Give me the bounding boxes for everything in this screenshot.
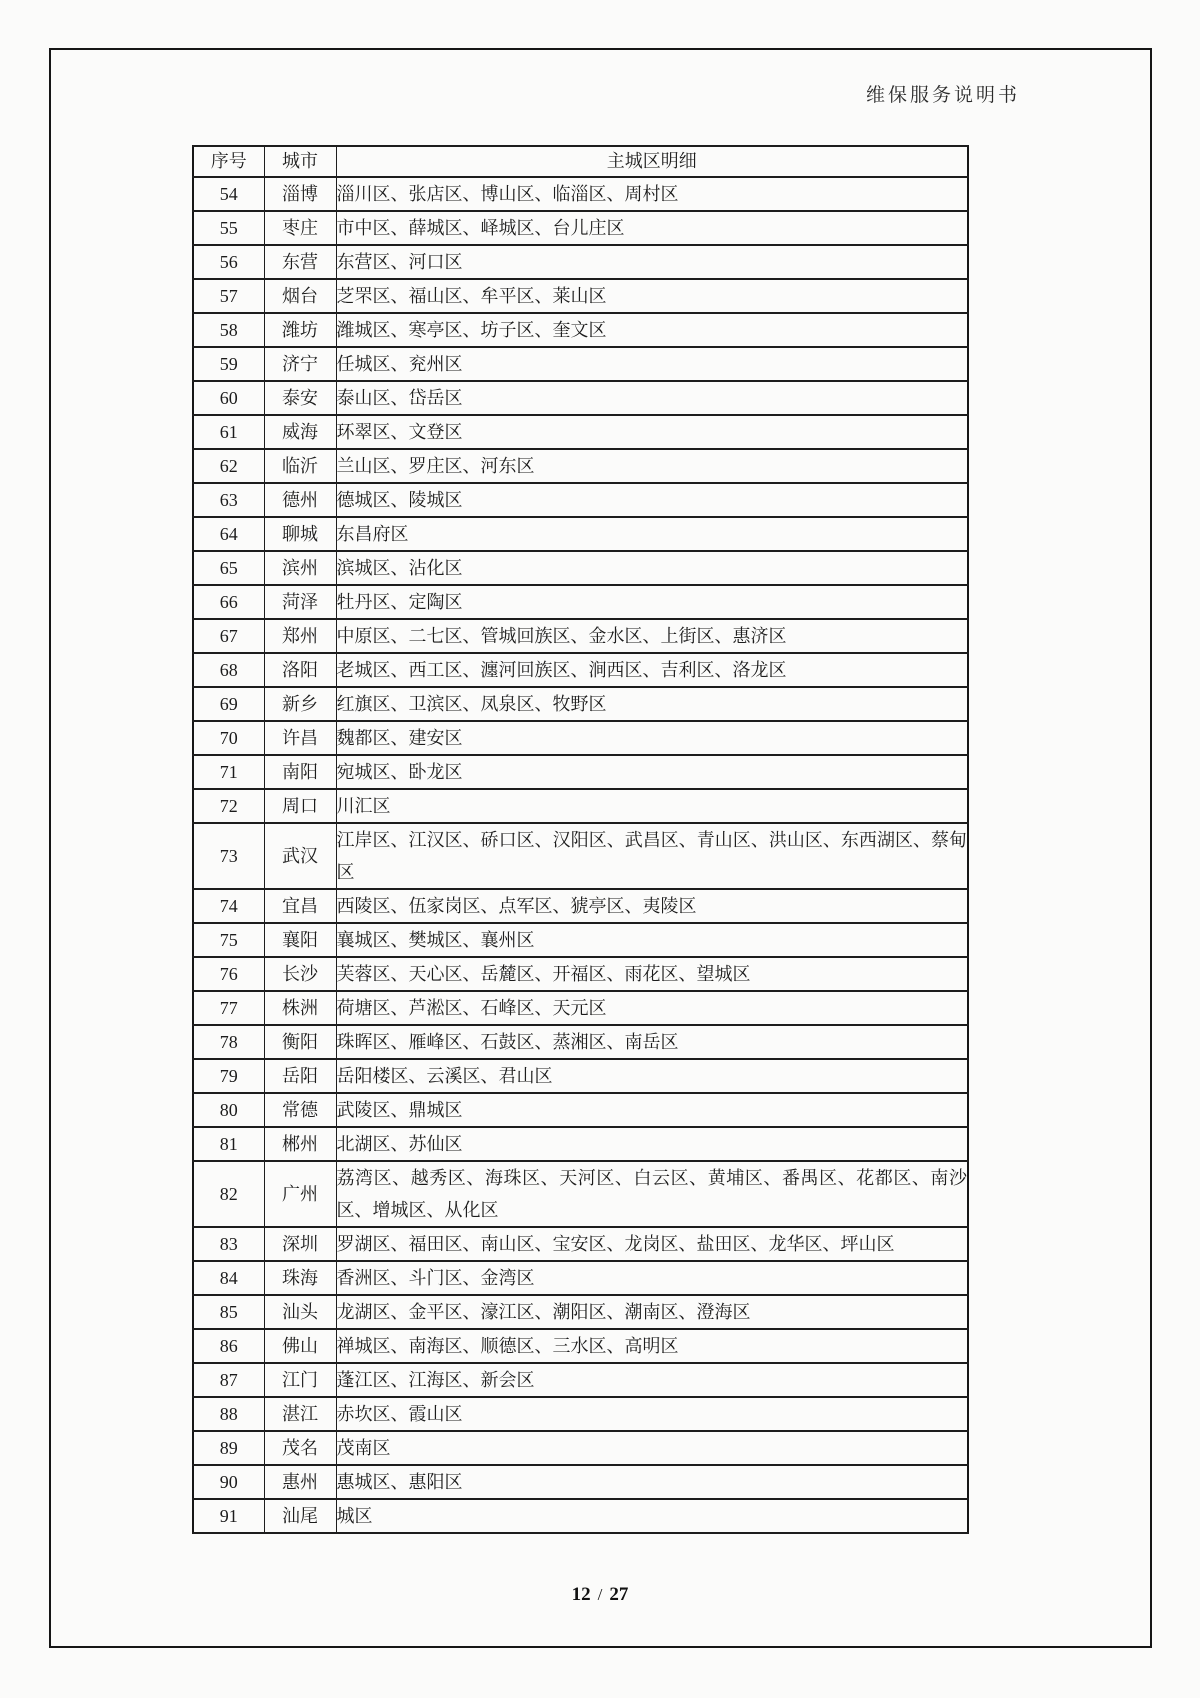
row-number-cell: 75: [193, 923, 264, 957]
row-city-cell: 衡阳: [264, 1025, 336, 1059]
table-header-row: [193, 146, 968, 177]
row-number-cell: 81: [193, 1127, 264, 1161]
table-row: [193, 619, 968, 653]
row-districts-cell: 西陵区、伍家岗区、点军区、猇亭区、夷陵区: [336, 889, 968, 923]
row-city-cell: 新乡: [264, 687, 336, 721]
row-city-cell: 德州: [264, 483, 336, 517]
row-city-cell: 汕头: [264, 1295, 336, 1329]
page-number-total: 27: [609, 1584, 629, 1605]
row-number-cell: 61: [193, 415, 264, 449]
row-city-cell: 聊城: [264, 517, 336, 551]
row-city-cell: 郑州: [264, 619, 336, 653]
row-number-cell: 74: [193, 889, 264, 923]
row-city-cell: 汕尾: [264, 1499, 336, 1533]
table-row: [193, 381, 968, 415]
row-number-cell: 62: [193, 449, 264, 483]
row-number-cell: 90: [193, 1465, 264, 1499]
table-row: [193, 415, 968, 449]
table-row: [193, 823, 968, 889]
row-districts-cell: 宛城区、卧龙区: [336, 755, 968, 789]
table-row: [193, 347, 968, 381]
row-districts-cell: 老城区、西工区、瀍河回族区、涧西区、吉利区、洛龙区: [336, 653, 968, 687]
row-number-cell: 78: [193, 1025, 264, 1059]
row-city-cell: 郴州: [264, 1127, 336, 1161]
table-row: [193, 211, 968, 245]
column-header-no: 序号: [193, 146, 264, 177]
table-row: [193, 483, 968, 517]
row-city-cell: 长沙: [264, 957, 336, 991]
row-districts-cell: 襄城区、樊城区、襄州区: [336, 923, 968, 957]
table-row: [193, 1329, 968, 1363]
page-number-current: 12: [571, 1584, 591, 1605]
table-row: [193, 1499, 968, 1533]
row-city-cell: 济宁: [264, 347, 336, 381]
table-body: [193, 177, 968, 1533]
table-row: [193, 1363, 968, 1397]
table-row: [193, 1093, 968, 1127]
row-districts-cell: 淄川区、张店区、博山区、临淄区、周村区: [336, 177, 968, 211]
table-row: [193, 653, 968, 687]
row-number-cell: 65: [193, 551, 264, 585]
row-districts-cell: 牡丹区、定陶区: [336, 585, 968, 619]
row-number-cell: 73: [193, 823, 264, 889]
row-districts-cell: 城区: [336, 1499, 968, 1533]
row-districts-cell: 荔湾区、越秀区、海珠区、天河区、白云区、黄埔区、番禺区、花都区、南沙区、增城区、从化区: [336, 1161, 968, 1227]
row-districts-cell: 茂南区: [336, 1431, 968, 1465]
row-city-cell: 周口: [264, 789, 336, 823]
row-districts-cell: 东昌府区: [336, 517, 968, 551]
row-number-cell: 70: [193, 721, 264, 755]
row-city-cell: 洛阳: [264, 653, 336, 687]
table-row: [193, 1431, 968, 1465]
table-row: [193, 789, 968, 823]
page-number-separator: /: [597, 1585, 603, 1604]
row-number-cell: 68: [193, 653, 264, 687]
row-number-cell: 66: [193, 585, 264, 619]
row-districts-cell: 芙蓉区、天心区、岳麓区、开福区、雨花区、望城区: [336, 957, 968, 991]
row-number-cell: 86: [193, 1329, 264, 1363]
row-city-cell: 枣庄: [264, 211, 336, 245]
row-city-cell: 茂名: [264, 1431, 336, 1465]
row-city-cell: 深圳: [264, 1227, 336, 1261]
row-city-cell: 常德: [264, 1093, 336, 1127]
row-districts-cell: 武陵区、鼎城区: [336, 1093, 968, 1127]
row-districts-cell: 禅城区、南海区、顺德区、三水区、高明区: [336, 1329, 968, 1363]
row-districts-cell: 江岸区、江汉区、硚口区、汉阳区、武昌区、青山区、洪山区、东西湖区、蔡甸区: [336, 823, 968, 889]
row-number-cell: 77: [193, 991, 264, 1025]
row-number-cell: 71: [193, 755, 264, 789]
row-number-cell: 85: [193, 1295, 264, 1329]
row-districts-cell: 惠城区、惠阳区: [336, 1465, 968, 1499]
table-row: [193, 1397, 968, 1431]
row-number-cell: 91: [193, 1499, 264, 1533]
row-city-cell: 南阳: [264, 755, 336, 789]
table-row: [193, 551, 968, 585]
table-row: [193, 991, 968, 1025]
row-number-cell: 55: [193, 211, 264, 245]
row-number-cell: 59: [193, 347, 264, 381]
table-row: [193, 1295, 968, 1329]
row-districts-cell: 市中区、薛城区、峄城区、台儿庄区: [336, 211, 968, 245]
row-city-cell: 江门: [264, 1363, 336, 1397]
row-city-cell: 宜昌: [264, 889, 336, 923]
table-row: [193, 687, 968, 721]
row-number-cell: 82: [193, 1161, 264, 1227]
row-city-cell: 珠海: [264, 1261, 336, 1295]
row-districts-cell: 川汇区: [336, 789, 968, 823]
row-city-cell: 佛山: [264, 1329, 336, 1363]
row-districts-cell: 泰山区、岱岳区: [336, 381, 968, 415]
row-districts-cell: 芝罘区、福山区、牟平区、莱山区: [336, 279, 968, 313]
row-city-cell: 襄阳: [264, 923, 336, 957]
row-districts-cell: 德城区、陵城区: [336, 483, 968, 517]
table-row: [193, 1127, 968, 1161]
row-number-cell: 69: [193, 687, 264, 721]
row-number-cell: 63: [193, 483, 264, 517]
row-number-cell: 80: [193, 1093, 264, 1127]
row-city-cell: 惠州: [264, 1465, 336, 1499]
table-row: [193, 177, 968, 211]
row-districts-cell: 赤坎区、霞山区: [336, 1397, 968, 1431]
row-city-cell: 武汉: [264, 823, 336, 889]
row-districts-cell: 荷塘区、芦淞区、石峰区、天元区: [336, 991, 968, 1025]
row-number-cell: 76: [193, 957, 264, 991]
row-districts-cell: 北湖区、苏仙区: [336, 1127, 968, 1161]
row-number-cell: 83: [193, 1227, 264, 1261]
row-number-cell: 72: [193, 789, 264, 823]
table-row: [193, 1261, 968, 1295]
table-row: [193, 313, 968, 347]
column-header-districts: 主城区明细: [336, 146, 968, 177]
row-districts-cell: 罗湖区、福田区、南山区、宝安区、龙岗区、盐田区、龙华区、坪山区: [336, 1227, 968, 1261]
row-city-cell: 滨州: [264, 551, 336, 585]
row-city-cell: 湛江: [264, 1397, 336, 1431]
row-districts-cell: 红旗区、卫滨区、凤泉区、牧野区: [336, 687, 968, 721]
row-districts-cell: 兰山区、罗庄区、河东区: [336, 449, 968, 483]
row-city-cell: 临沂: [264, 449, 336, 483]
table-row: [193, 721, 968, 755]
row-city-cell: 淄博: [264, 177, 336, 211]
table-row: [193, 923, 968, 957]
row-number-cell: 57: [193, 279, 264, 313]
row-city-cell: 岳阳: [264, 1059, 336, 1093]
page-number: [0, 1584, 1200, 1606]
table-row: [193, 585, 968, 619]
row-number-cell: 79: [193, 1059, 264, 1093]
table-row: [193, 1161, 968, 1227]
row-number-cell: 89: [193, 1431, 264, 1465]
column-header-city: 城市: [264, 146, 336, 177]
table-row: [193, 245, 968, 279]
row-districts-cell: 香洲区、斗门区、金湾区: [336, 1261, 968, 1295]
row-districts-cell: 魏都区、建安区: [336, 721, 968, 755]
row-districts-cell: 滨城区、沾化区: [336, 551, 968, 585]
row-number-cell: 87: [193, 1363, 264, 1397]
row-city-cell: 许昌: [264, 721, 336, 755]
row-city-cell: 威海: [264, 415, 336, 449]
row-city-cell: 东营: [264, 245, 336, 279]
row-city-cell: 广州: [264, 1161, 336, 1227]
row-districts-cell: 蓬江区、江海区、新会区: [336, 1363, 968, 1397]
row-city-cell: 烟台: [264, 279, 336, 313]
table-row: [193, 517, 968, 551]
table-row: [193, 449, 968, 483]
row-city-cell: 株洲: [264, 991, 336, 1025]
row-number-cell: 64: [193, 517, 264, 551]
row-city-cell: 泰安: [264, 381, 336, 415]
row-number-cell: 60: [193, 381, 264, 415]
row-districts-cell: 中原区、二七区、管城回族区、金水区、上街区、惠济区: [336, 619, 968, 653]
row-number-cell: 54: [193, 177, 264, 211]
row-city-cell: 菏泽: [264, 585, 336, 619]
row-districts-cell: 潍城区、寒亭区、坊子区、奎文区: [336, 313, 968, 347]
row-number-cell: 84: [193, 1261, 264, 1295]
row-districts-cell: 任城区、兖州区: [336, 347, 968, 381]
row-number-cell: 58: [193, 313, 264, 347]
table-row: [193, 755, 968, 789]
row-number-cell: 67: [193, 619, 264, 653]
row-districts-cell: 龙湖区、金平区、濠江区、潮阳区、潮南区、澄海区: [336, 1295, 968, 1329]
row-number-cell: 88: [193, 1397, 264, 1431]
table-row: [193, 1059, 968, 1093]
table-row: [193, 279, 968, 313]
table-row: [193, 1025, 968, 1059]
city-districts-table: [192, 145, 969, 1534]
table-row: [193, 889, 968, 923]
row-districts-cell: 岳阳楼区、云溪区、君山区: [336, 1059, 968, 1093]
row-number-cell: 56: [193, 245, 264, 279]
row-districts-cell: 东营区、河口区: [336, 245, 968, 279]
table-row: [193, 1465, 968, 1499]
row-city-cell: 潍坊: [264, 313, 336, 347]
table-row: [193, 957, 968, 991]
row-districts-cell: 珠晖区、雁峰区、石鼓区、蒸湘区、南岳区: [336, 1025, 968, 1059]
table-row: [193, 1227, 968, 1261]
document-header-title: 维保服务说明书: [865, 85, 1020, 106]
row-districts-cell: 环翠区、文登区: [336, 415, 968, 449]
